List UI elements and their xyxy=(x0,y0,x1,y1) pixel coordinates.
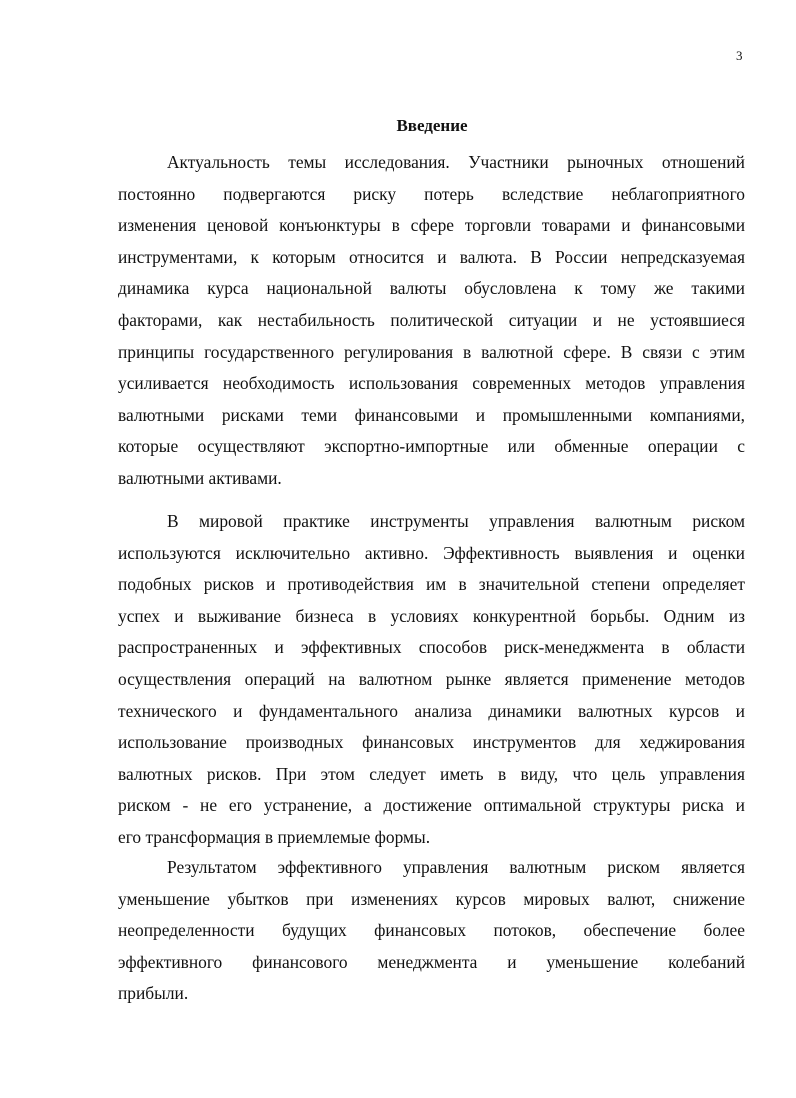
text-line: уменьшение убытков при изменениях курсов мировых валют, снижение xyxy=(118,888,745,909)
text-line: В мировой практике инструменты управления валютным риском xyxy=(167,511,745,531)
page-number: 3 xyxy=(736,48,743,63)
text-line: прибыли. xyxy=(118,983,189,1004)
text-line: использование производных финансовых инструментов для хеджирования xyxy=(118,732,745,753)
text-line: подобных рисков и противодействия им в значительной степени определяет xyxy=(118,574,745,595)
text-line: его трансформация в приемлемые формы. xyxy=(118,826,431,847)
text-line: риском - не его устранение, а достижение оптимальной структуры риска и xyxy=(118,795,745,816)
text-line: валютных рисков. При этом следует иметь в виду, что цель управления xyxy=(118,763,745,784)
text-line: принципы государственного регулирования в валютной сфере. В связи с этим xyxy=(118,341,745,362)
text-line: постоянно подвергаются риску потерь вследствие неблагоприятного xyxy=(118,183,745,204)
text-line: усиливается необходимость использования современных методов управления xyxy=(118,373,745,394)
text-line: динамика курса национальной валюты обусловлена к тому же такими xyxy=(118,278,745,299)
text-line: факторами, как нестабильность политической ситуации и не устоявшиеся xyxy=(118,309,745,330)
text-line: используются исключительно активно. Эффективность выявления и оценки xyxy=(118,542,745,563)
text-line: валютными активами. xyxy=(118,467,282,488)
text-line: Актуальность темы исследования. Участники рыночных отношений xyxy=(167,152,745,172)
text-line: которые осуществляют экспортно-импортные или обменные операции с xyxy=(118,436,745,457)
text-line: неопределенности будущих финансовых потоков, обеспечение более xyxy=(118,920,745,941)
paragraph-world-practice xyxy=(118,506,745,854)
text-line: валютными рисками теми финансовыми и промышленными компаниями, xyxy=(118,404,745,425)
text-line: распространенных и эффективных способов риск-менеджмента в области xyxy=(118,637,745,658)
text-line: Результатом эффективного управления валютным риском является xyxy=(167,857,745,877)
text-line: изменения ценовой конъюнктуры в сфере торговли товарами и финансовыми xyxy=(118,215,745,236)
text-line: технического и фундаментального анализа динамики валютных курсов и xyxy=(118,700,745,721)
section-title: Введение xyxy=(396,116,468,135)
paragraph-relevance xyxy=(118,147,745,495)
text-line: осуществления операций на валютном рынке является применение методов xyxy=(118,668,745,689)
text-line: инструментами, к которым относится и валюта. В России непредсказуемая xyxy=(118,246,745,267)
paragraph-result xyxy=(118,852,745,1010)
text-line: эффективного финансового менеджмента и уменьшение колебаний xyxy=(118,951,745,972)
text-line: успех и выживание бизнеса в условиях конкурентной борьбы. Одним из xyxy=(118,605,745,626)
